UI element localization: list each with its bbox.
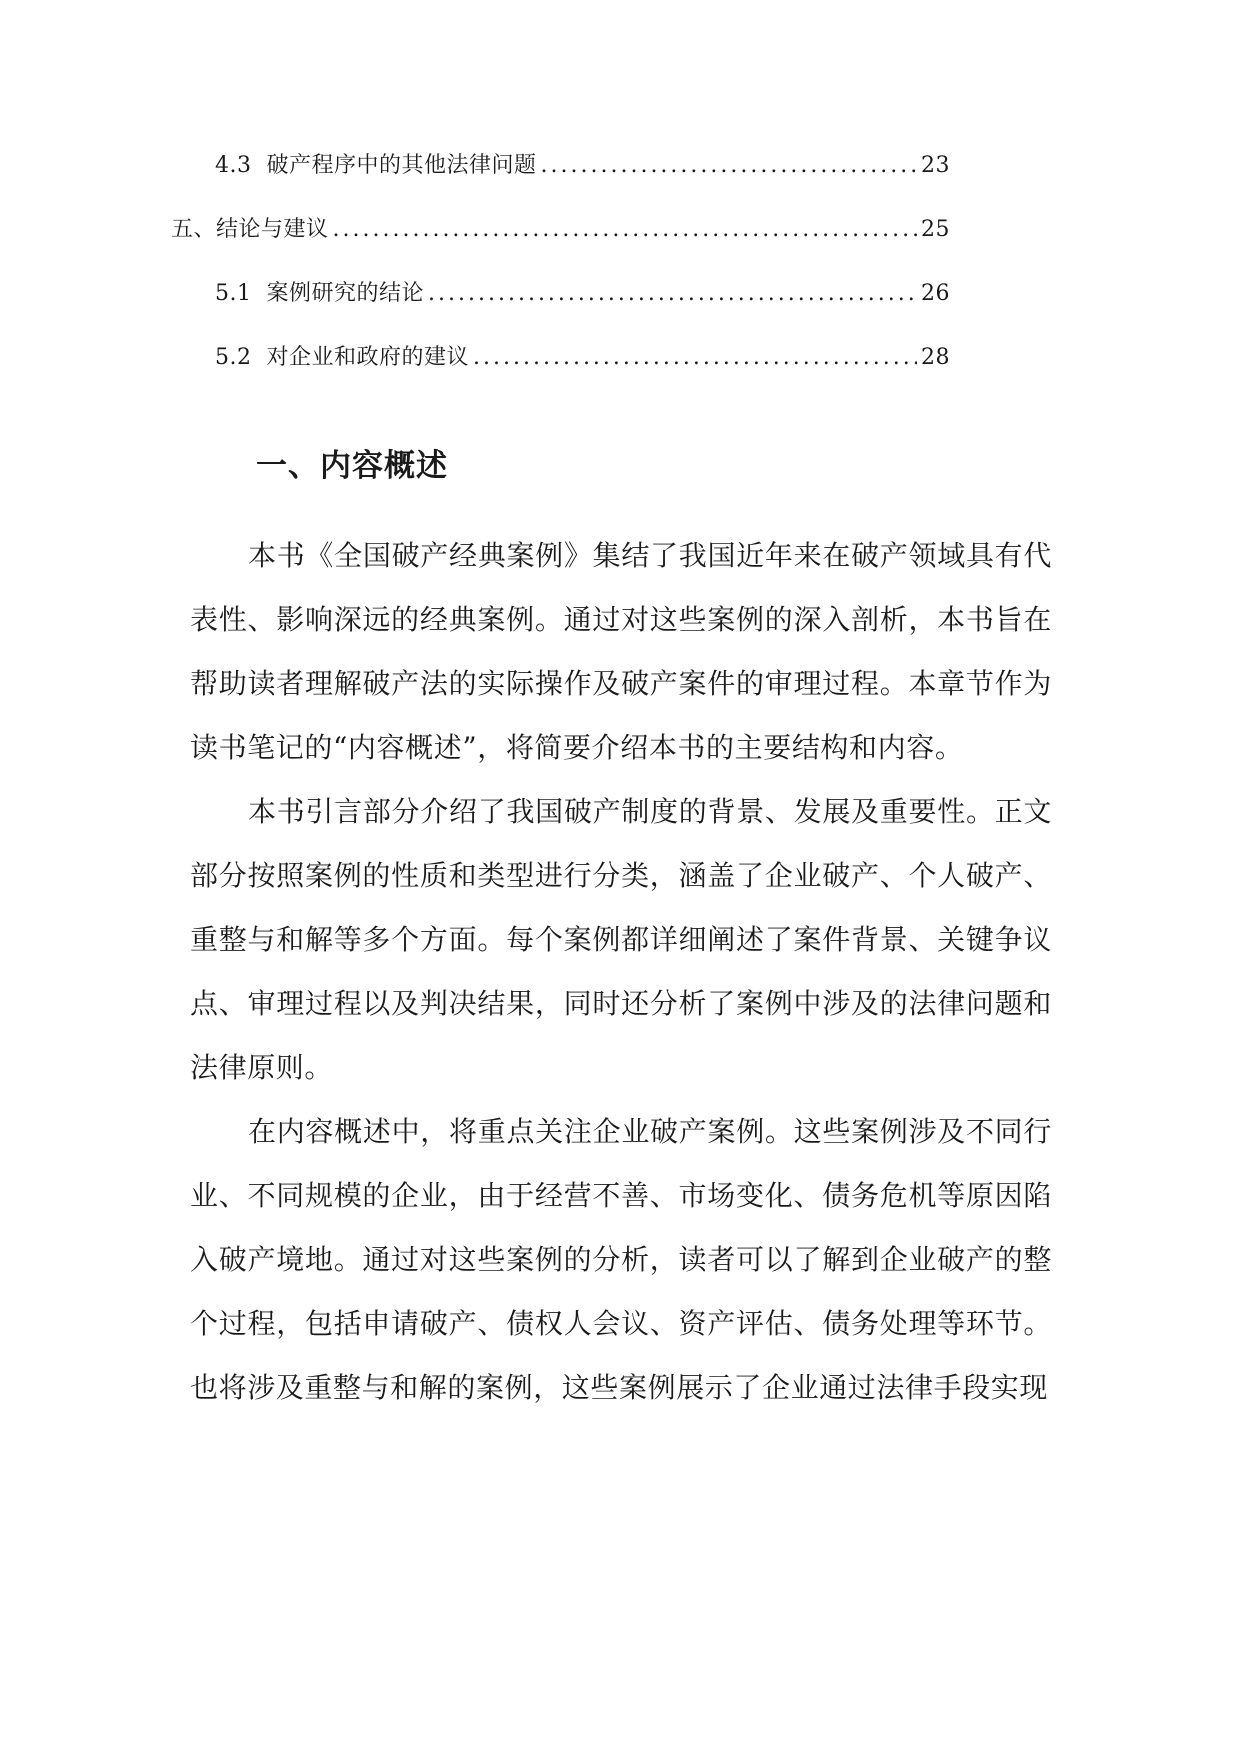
toc-entry-title: 五、结论与建议 <box>171 217 329 242</box>
toc-entry[interactable] <box>190 340 950 404</box>
toc-entry-label <box>215 340 469 371</box>
toc-page-number: 23 <box>921 153 950 178</box>
toc-dot-leader <box>333 217 917 242</box>
toc-dot-leader <box>428 281 917 306</box>
toc-entry-title: 破产程序中的其他法律问题 <box>266 153 537 178</box>
toc-entry[interactable] <box>171 212 950 276</box>
paragraph: 本书引言部分介绍了我国破产制度的背景、发展及重要性。正文部分按照案例的性质和类型进行分类，涵盖了企业破产、个人破产、重整与和解等多个方面。每个案例都详细阐述了案件背景、关键争议点、审理过程以及判决结果，同时还分析了案例中涉及的法律问题和法律原则。 <box>190 795 1052 1084</box>
toc-entry-number: 5.1 <box>215 281 252 306</box>
toc-entry-number: 5.2 <box>215 345 252 370</box>
toc-entry-label <box>215 276 424 307</box>
toc-entry-label <box>215 148 537 179</box>
section-body <box>190 524 1052 1420</box>
toc-entry-title: 对企业和政府的建议 <box>266 345 470 370</box>
table-of-contents <box>171 148 950 404</box>
toc-page-number: 28 <box>921 345 950 370</box>
toc-entry[interactable] <box>190 148 950 212</box>
toc-page-number: 25 <box>921 217 950 242</box>
toc-page-number: 26 <box>921 281 950 306</box>
toc-dot-leader <box>541 153 917 178</box>
toc-entry-number: 4.3 <box>215 153 252 178</box>
paragraph: 在内容概述中，将重点关注企业破产案例。这些案例涉及不同行业、不同规模的企业，由于经营不善、市场变化、债务危机等原因陷入破产境地。通过对这些案例的分析，读者可以了解到企业破产的整个过程，包括申请破产、债权人会议、资产评估、债务处理等环节。也将涉及重整与和解的案例，这些案例展示了企业通过法律手段实现 <box>190 1115 1052 1404</box>
paragraph: 本书《全国破产经典案例》集结了我国近年来在破产领域具有代表性、影响深远的经典案例。通过对这些案例的深入剖析，本书旨在帮助读者理解破产法的实际操作及破产案件的审理过程。本章节作为读书笔记的“内容概述”，将简要介绍本书的主要结构和内容。 <box>190 539 1052 764</box>
toc-dot-leader <box>473 345 917 370</box>
toc-entry[interactable] <box>190 276 950 340</box>
section-heading: 一、内容概述 <box>256 448 448 484</box>
toc-entry-title: 案例研究的结论 <box>266 281 425 306</box>
